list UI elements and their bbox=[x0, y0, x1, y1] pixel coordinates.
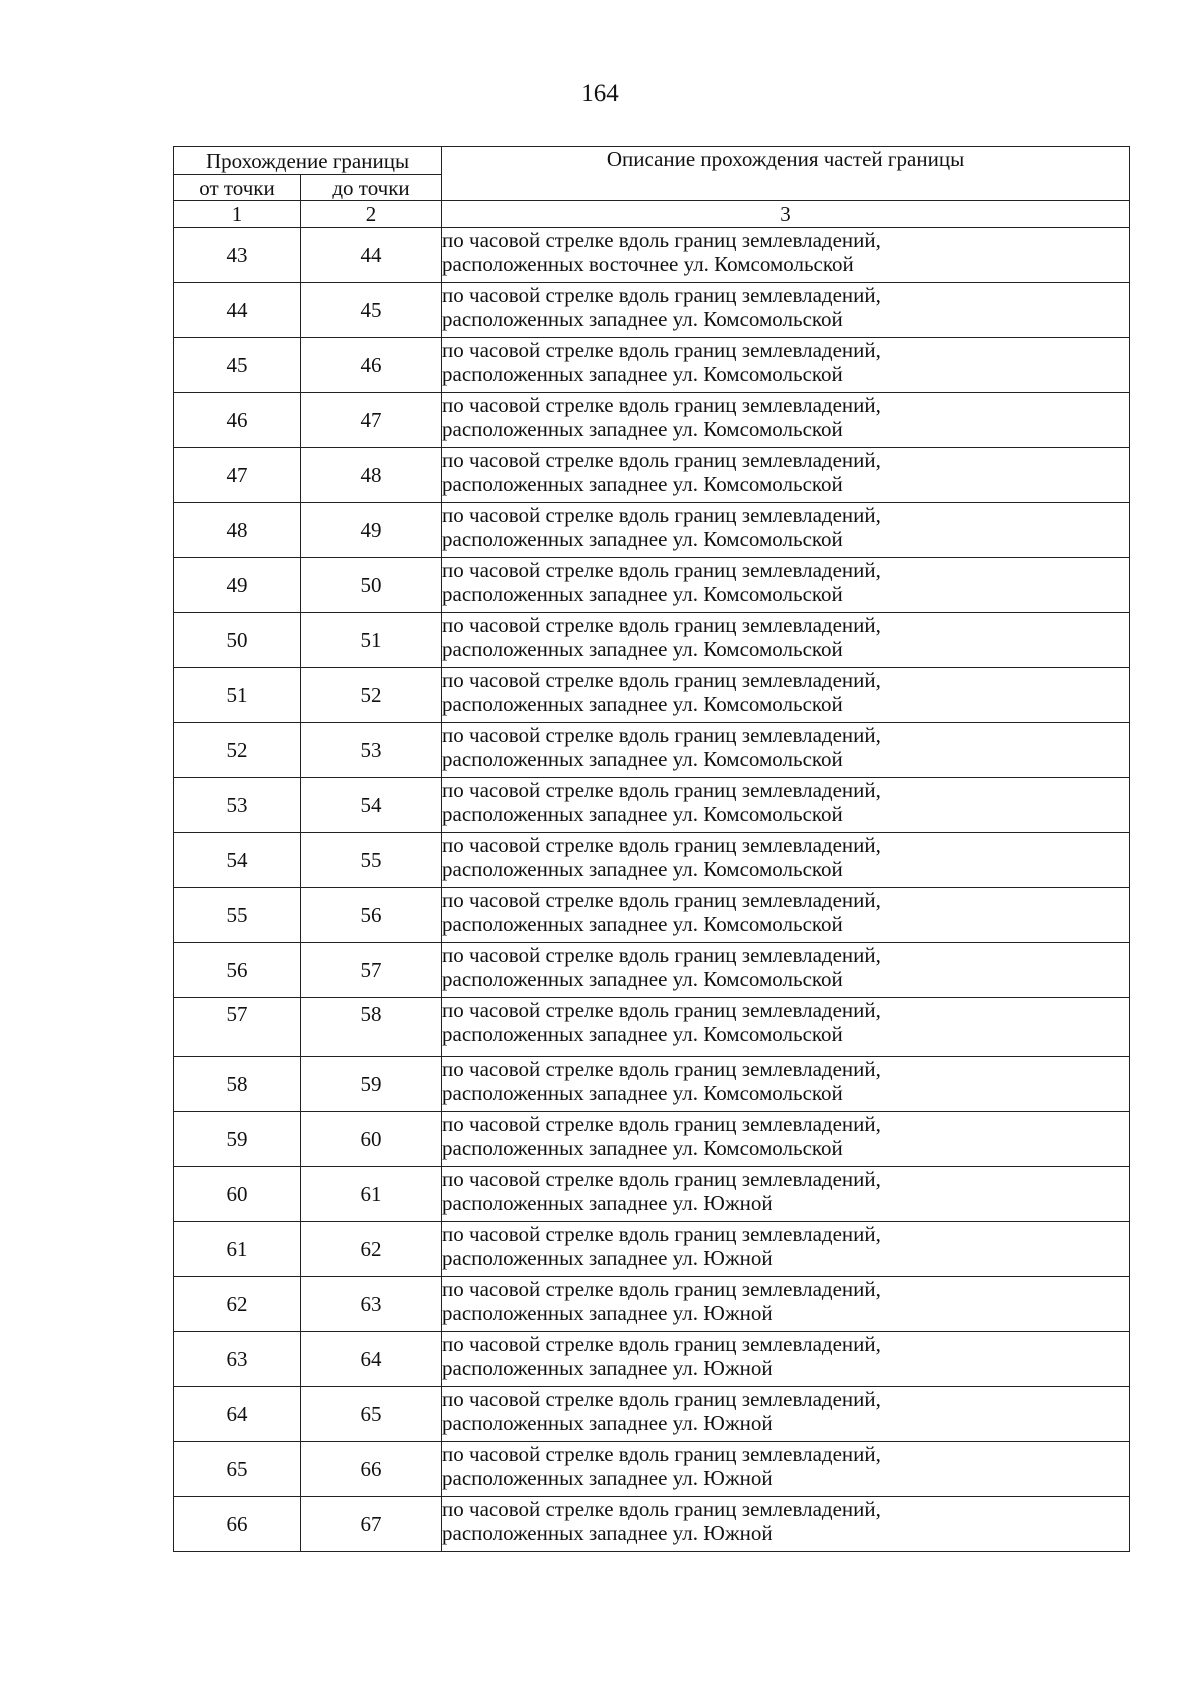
from-point-cell: 59 bbox=[174, 1112, 301, 1167]
description-cell bbox=[442, 888, 1130, 943]
description-line-1: по часовой стрелке вдоль границ землевладений, bbox=[442, 778, 881, 802]
description-cell bbox=[442, 503, 1130, 558]
description-line-1: по часовой стрелке вдоль границ землевладений, bbox=[442, 558, 881, 582]
description-line-2: расположенных восточнее ул. Комсомольской bbox=[442, 252, 854, 276]
description-line-1: по часовой стрелке вдоль границ землевладений, bbox=[442, 1497, 881, 1521]
description-cell bbox=[442, 1222, 1130, 1277]
to-point-cell: 65 bbox=[301, 1387, 442, 1442]
description-cell bbox=[442, 1332, 1130, 1387]
table-row bbox=[174, 1442, 1130, 1497]
header-from-point: от точки bbox=[174, 175, 301, 201]
table-row bbox=[174, 998, 1130, 1057]
description-line-1: по часовой стрелке вдоль границ землевладений, bbox=[442, 613, 881, 637]
to-point-cell: 53 bbox=[301, 723, 442, 778]
column-number-2: 2 bbox=[301, 201, 442, 228]
to-point-cell: 66 bbox=[301, 1442, 442, 1497]
to-point-cell: 62 bbox=[301, 1222, 442, 1277]
from-point-cell: 63 bbox=[174, 1332, 301, 1387]
description-line-2: расположенных западнее ул. Комсомольской bbox=[442, 472, 843, 496]
from-point-cell: 61 bbox=[174, 1222, 301, 1277]
from-point-cell: 53 bbox=[174, 778, 301, 833]
description-cell bbox=[442, 723, 1130, 778]
description-cell bbox=[442, 1167, 1130, 1222]
to-point-cell: 56 bbox=[301, 888, 442, 943]
column-number-3: 3 bbox=[442, 201, 1130, 228]
header-row-column-numbers bbox=[174, 201, 1130, 228]
from-point-cell: 46 bbox=[174, 393, 301, 448]
description-cell bbox=[442, 1497, 1130, 1552]
description-cell bbox=[442, 448, 1130, 503]
table-row bbox=[174, 283, 1130, 338]
description-cell bbox=[442, 778, 1130, 833]
from-point-cell: 62 bbox=[174, 1277, 301, 1332]
description-line-1: по часовой стрелке вдоль границ землевладений, bbox=[442, 1442, 881, 1466]
description-line-2: расположенных западнее ул. Комсомольской bbox=[442, 1136, 843, 1160]
from-point-cell: 55 bbox=[174, 888, 301, 943]
description-line-1: по часовой стрелке вдоль границ землевладений, bbox=[442, 668, 881, 692]
description-line-2: расположенных западнее ул. Комсомольской bbox=[442, 1081, 843, 1105]
to-point-cell: 63 bbox=[301, 1277, 442, 1332]
to-point-cell: 61 bbox=[301, 1167, 442, 1222]
table-row bbox=[174, 1167, 1130, 1222]
from-point-cell: 56 bbox=[174, 943, 301, 998]
table-row bbox=[174, 558, 1130, 613]
table-row bbox=[174, 448, 1130, 503]
table-row bbox=[174, 1222, 1130, 1277]
from-point-cell: 52 bbox=[174, 723, 301, 778]
description-cell bbox=[442, 998, 1130, 1057]
table-row bbox=[174, 393, 1130, 448]
to-point-cell: 59 bbox=[301, 1057, 442, 1112]
description-cell bbox=[442, 1057, 1130, 1112]
description-cell bbox=[442, 668, 1130, 723]
from-point-cell: 65 bbox=[174, 1442, 301, 1497]
description-line-2: расположенных западнее ул. Комсомольской bbox=[442, 747, 843, 771]
description-line-2: расположенных западнее ул. Комсомольской bbox=[442, 307, 843, 331]
description-line-2: расположенных западнее ул. Комсомольской bbox=[442, 802, 843, 826]
table-row bbox=[174, 888, 1130, 943]
to-point-cell: 58 bbox=[301, 998, 442, 1057]
description-line-2: расположенных западнее ул. Комсомольской bbox=[442, 967, 843, 991]
table-row bbox=[174, 1332, 1130, 1387]
to-point-cell: 46 bbox=[301, 338, 442, 393]
description-line-2: расположенных западнее ул. Южной bbox=[442, 1246, 773, 1270]
from-point-cell: 47 bbox=[174, 448, 301, 503]
description-cell bbox=[442, 613, 1130, 668]
table-row bbox=[174, 778, 1130, 833]
to-point-cell: 54 bbox=[301, 778, 442, 833]
description-line-2: расположенных западнее ул. Комсомольской bbox=[442, 362, 843, 386]
description-line-1: по часовой стрелке вдоль границ землевладений, bbox=[442, 1222, 881, 1246]
to-point-cell: 55 bbox=[301, 833, 442, 888]
description-line-1: по часовой стрелке вдоль границ землевладений, bbox=[442, 1057, 881, 1081]
description-cell bbox=[442, 1112, 1130, 1167]
from-point-cell: 50 bbox=[174, 613, 301, 668]
description-line-1: по часовой стрелке вдоль границ землевладений, bbox=[442, 228, 881, 252]
table-row bbox=[174, 503, 1130, 558]
to-point-cell: 52 bbox=[301, 668, 442, 723]
description-line-1: по часовой стрелке вдоль границ землевладений, bbox=[442, 833, 881, 857]
description-line-2: расположенных западнее ул. Южной bbox=[442, 1411, 773, 1435]
to-point-cell: 67 bbox=[301, 1497, 442, 1552]
from-point-cell: 49 bbox=[174, 558, 301, 613]
header-to-point: до точки bbox=[301, 175, 442, 201]
description-cell bbox=[442, 228, 1130, 283]
to-point-cell: 44 bbox=[301, 228, 442, 283]
from-point-cell: 48 bbox=[174, 503, 301, 558]
description-line-2: расположенных западнее ул. Комсомольской bbox=[442, 1022, 843, 1046]
description-line-1: по часовой стрелке вдоль границ землевладений, bbox=[442, 723, 881, 747]
from-point-cell: 44 bbox=[174, 283, 301, 338]
description-line-2: расположенных западнее ул. Южной bbox=[442, 1521, 773, 1545]
description-cell bbox=[442, 943, 1130, 998]
from-point-cell: 51 bbox=[174, 668, 301, 723]
description-line-2: расположенных западнее ул. Комсомольской bbox=[442, 912, 843, 936]
description-line-2: расположенных западнее ул. Комсомольской bbox=[442, 417, 843, 441]
table-row bbox=[174, 1387, 1130, 1442]
table-row bbox=[174, 338, 1130, 393]
from-point-cell: 54 bbox=[174, 833, 301, 888]
table-row bbox=[174, 723, 1130, 778]
header-boundary-passage: Прохождение границы bbox=[174, 147, 442, 175]
description-line-2: расположенных западнее ул. Южной bbox=[442, 1301, 773, 1325]
description-line-1: по часовой стрелке вдоль границ землевладений, bbox=[442, 998, 881, 1022]
table-body bbox=[174, 228, 1130, 1552]
description-line-2: расположенных западнее ул. Комсомольской bbox=[442, 692, 843, 716]
description-line-2: расположенных западнее ул. Южной bbox=[442, 1466, 773, 1490]
from-point-cell: 43 bbox=[174, 228, 301, 283]
to-point-cell: 49 bbox=[301, 503, 442, 558]
description-cell bbox=[442, 1442, 1130, 1497]
description-line-1: по часовой стрелке вдоль границ землевладений, bbox=[442, 1112, 881, 1136]
description-line-1: по часовой стрелке вдоль границ землевладений, bbox=[442, 1277, 881, 1301]
description-line-2: расположенных западнее ул. Комсомольской bbox=[442, 857, 843, 881]
description-cell bbox=[442, 283, 1130, 338]
description-cell bbox=[442, 338, 1130, 393]
to-point-cell: 50 bbox=[301, 558, 442, 613]
description-cell bbox=[442, 558, 1130, 613]
from-point-cell: 58 bbox=[174, 1057, 301, 1112]
table-row bbox=[174, 1497, 1130, 1552]
from-point-cell: 57 bbox=[174, 998, 301, 1057]
description-line-1: по часовой стрелке вдоль границ землевладений, bbox=[442, 503, 881, 527]
header-description: Описание прохождения частей границы bbox=[442, 147, 1130, 201]
to-point-cell: 64 bbox=[301, 1332, 442, 1387]
header-row-group bbox=[174, 147, 1130, 175]
table-row bbox=[174, 1112, 1130, 1167]
to-point-cell: 48 bbox=[301, 448, 442, 503]
from-point-cell: 66 bbox=[174, 1497, 301, 1552]
description-line-2: расположенных западнее ул. Комсомольской bbox=[442, 582, 843, 606]
boundary-table bbox=[173, 146, 1130, 1552]
to-point-cell: 57 bbox=[301, 943, 442, 998]
description-line-2: расположенных западнее ул. Комсомольской bbox=[442, 637, 843, 661]
description-line-2: расположенных западнее ул. Комсомольской bbox=[442, 527, 843, 551]
description-cell bbox=[442, 833, 1130, 888]
from-point-cell: 64 bbox=[174, 1387, 301, 1442]
description-line-1: по часовой стрелке вдоль границ землевладений, bbox=[442, 888, 881, 912]
table-row bbox=[174, 613, 1130, 668]
description-line-2: расположенных западнее ул. Южной bbox=[442, 1191, 773, 1215]
from-point-cell: 45 bbox=[174, 338, 301, 393]
from-point-cell: 60 bbox=[174, 1167, 301, 1222]
description-line-2: расположенных западнее ул. Южной bbox=[442, 1356, 773, 1380]
description-line-1: по часовой стрелке вдоль границ землевладений, bbox=[442, 338, 881, 362]
table-row bbox=[174, 1057, 1130, 1112]
to-point-cell: 47 bbox=[301, 393, 442, 448]
description-line-1: по часовой стрелке вдоль границ землевладений, bbox=[442, 393, 881, 417]
description-line-1: по часовой стрелке вдоль границ землевладений, bbox=[442, 1332, 881, 1356]
to-point-cell: 60 bbox=[301, 1112, 442, 1167]
description-line-1: по часовой стрелке вдоль границ землевладений, bbox=[442, 448, 881, 472]
table-row bbox=[174, 228, 1130, 283]
column-number-1: 1 bbox=[174, 201, 301, 228]
description-line-1: по часовой стрелке вдоль границ землевладений, bbox=[442, 283, 881, 307]
table-row bbox=[174, 1277, 1130, 1332]
table-header bbox=[174, 147, 1130, 228]
to-point-cell: 51 bbox=[301, 613, 442, 668]
table-row bbox=[174, 943, 1130, 998]
description-cell bbox=[442, 393, 1130, 448]
table-row bbox=[174, 833, 1130, 888]
description-line-1: по часовой стрелке вдоль границ землевладений, bbox=[442, 1167, 881, 1191]
description-line-1: по часовой стрелке вдоль границ землевладений, bbox=[442, 1387, 881, 1411]
description-cell bbox=[442, 1387, 1130, 1442]
page-number: 164 bbox=[581, 80, 619, 107]
to-point-cell: 45 bbox=[301, 283, 442, 338]
description-cell bbox=[442, 1277, 1130, 1332]
description-line-1: по часовой стрелке вдоль границ землевладений, bbox=[442, 943, 881, 967]
table-row bbox=[174, 668, 1130, 723]
